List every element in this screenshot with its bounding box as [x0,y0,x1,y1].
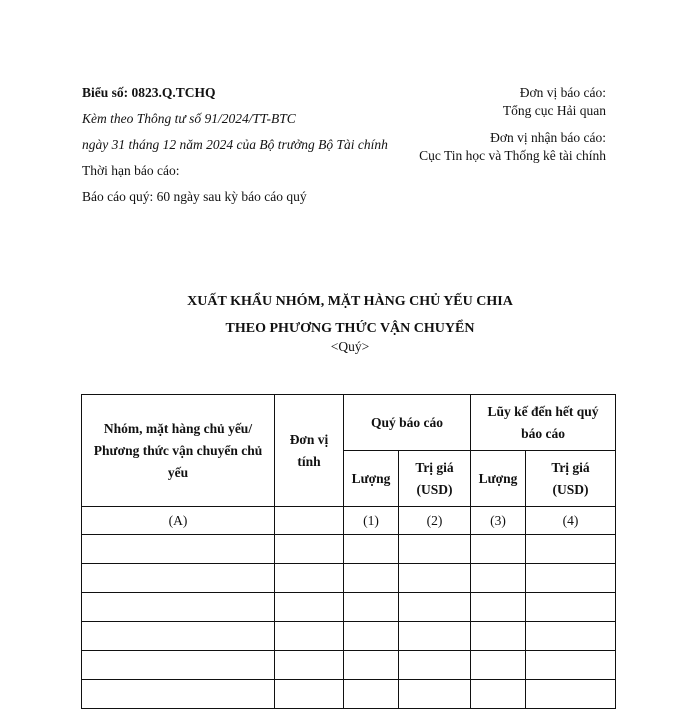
table-row [82,535,616,564]
attached-date: ngày 31 tháng 12 năm 2024 của Bộ trưởng Bộ Tài chính [82,137,388,152]
title-line-1: XUẤT KHẨU NHÓM, MẶT HÀNG CHỦ YẾU CHIA [187,294,513,309]
receiving-unit-label: Đơn vị nhận báo cáo: [490,130,606,145]
col-unit-header: Đơn vị tính [275,395,344,507]
cumulative-quantity-header: Lượng [471,451,526,507]
index-4: (4) [526,507,616,535]
column-index-row [82,507,616,535]
attached-circular: Kèm theo Thông tư số 91/2024/TT-BTC [82,111,296,126]
form-code: Biểu số: 0823.Q.TCHQ [82,85,216,100]
index-a: (A) [82,507,275,535]
index-1: (1) [344,507,399,535]
period-placeholder: <Quý> [330,339,370,354]
receiving-unit: Cục Tin học và Thống kê tài chính [419,148,606,163]
deadline-value: Báo cáo quý: 60 ngày sau kỳ báo cáo quý [82,189,307,204]
cumulative-header: Lũy kế đến hết quý báo cáo [471,395,616,451]
quarter-value-header: Trị giá (USD) [399,451,471,507]
deadline-label: Thời hạn báo cáo: [82,163,180,178]
col-group-header: Nhóm, mặt hàng chủ yếu/ Phương thức vận chuyển chủ yếu [82,395,275,507]
report-table [81,394,616,709]
cumulative-value-header: Trị giá (USD) [526,451,616,507]
report-title [0,292,700,354]
quarter-header: Quý báo cáo [344,395,471,451]
index-unit [275,507,344,535]
index-3: (3) [471,507,526,535]
table-row [82,564,616,593]
table-row [82,593,616,622]
table-row [82,651,616,680]
reporting-unit: Tổng cục Hải quan [502,103,606,118]
reporting-unit-label: Đơn vị báo cáo: [519,85,606,100]
index-2: (2) [399,507,471,535]
table-row [82,680,616,709]
header-left [82,84,402,206]
table-row [82,622,616,651]
quarter-quantity-header: Lượng [344,451,399,507]
title-line-2: THEO PHƯƠNG THỨC VẬN CHUYỂN [225,321,475,336]
header-right [386,84,606,165]
